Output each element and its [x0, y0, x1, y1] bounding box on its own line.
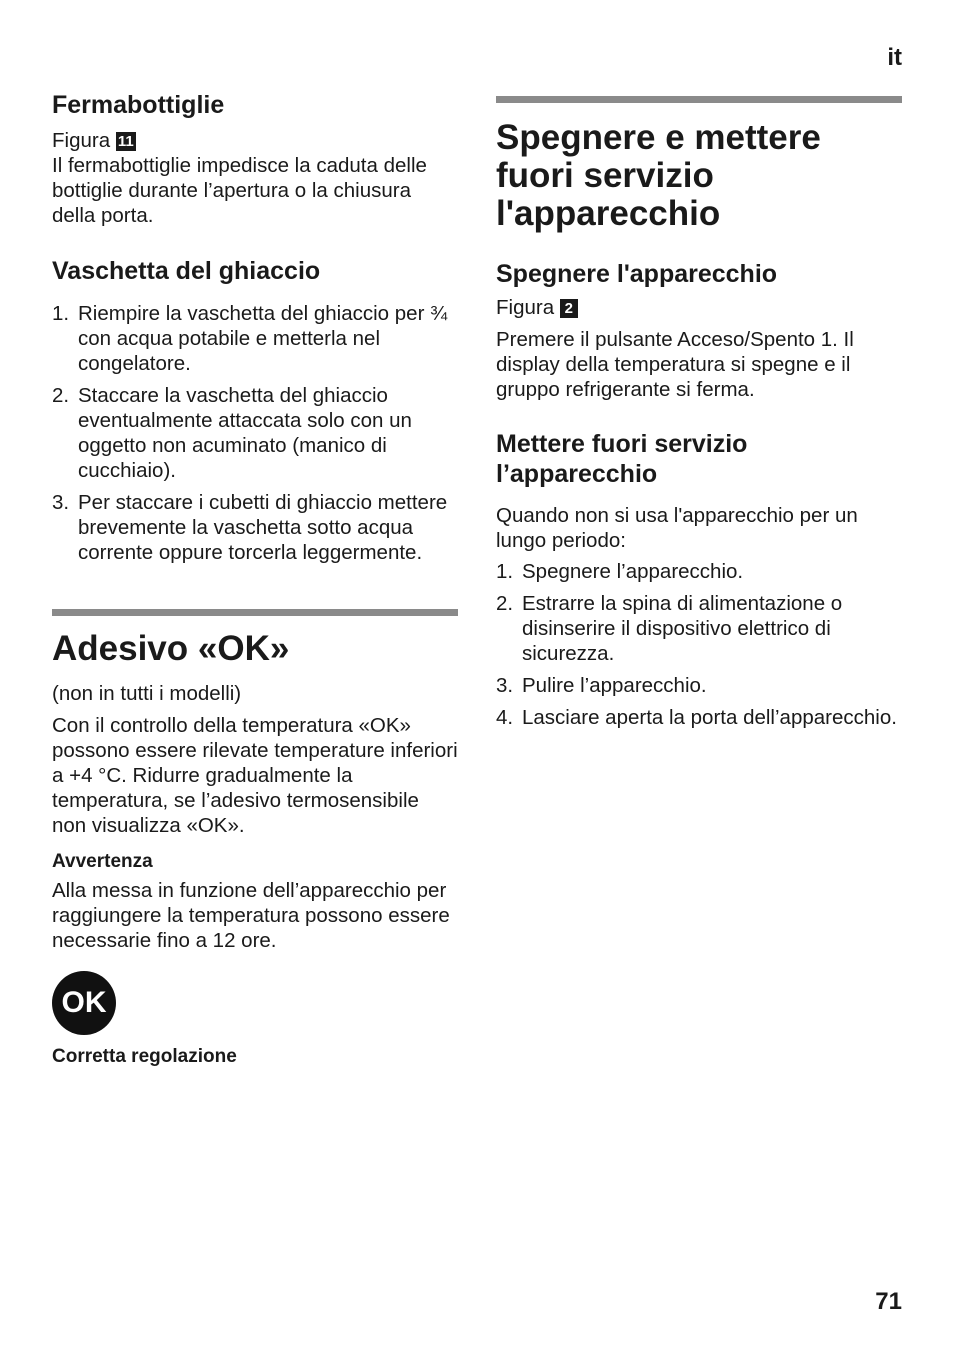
figure-reference — [52, 128, 458, 153]
section-divider — [496, 96, 902, 103]
list-item — [496, 591, 902, 666]
step-number: 3. — [52, 491, 70, 514]
step-text: Estrarre la spina di alimentazione o disinserire il dispositivo elettrico di sicurezza. — [522, 592, 843, 665]
ok-badge-icon: OK — [52, 971, 116, 1035]
step-number: 2. — [52, 384, 70, 407]
step-number: 2. — [496, 592, 514, 615]
fuori-servizio-steps — [496, 559, 902, 730]
section-vaschetta — [52, 256, 458, 565]
list-item — [52, 383, 458, 483]
figure-reference — [496, 295, 902, 320]
step-text: Staccare la vaschetta del ghiaccio eventualmente attaccata solo con un oggetto non acuminato (manico di cucchiaio). — [78, 384, 412, 482]
list-item — [496, 559, 902, 584]
step-number: 1. — [52, 302, 70, 325]
warning-title: Avvertenza — [52, 851, 153, 872]
adesivo-text: Con il controllo della temperatura «OK» possono essere rilevate temperature inferiori a +4 °C. Ridurre gradualmente la temperatura, se l’adesivo termosensibile non visualizza «OK». — [52, 714, 458, 837]
warning-text: Alla messa in funzione dell’apparecchio per raggiungere la temperatura possono essere necessarie fino a 12 ore. — [52, 879, 450, 952]
language-label: it — [887, 44, 902, 71]
section-adesivo — [52, 609, 458, 1069]
heading-fermabottiglie: Fermabottiglie — [52, 91, 225, 119]
heading-spegnere: Spegnere l'apparecchio — [496, 260, 778, 288]
step-number: 1. — [496, 560, 514, 583]
heading-fuori-servizio: Mettere fuori servizio l’apparecchio — [496, 430, 748, 488]
fuori-servizio-intro: Quando non si usa l'apparecchio per un lungo periodo: — [496, 504, 858, 552]
section-spegnere — [496, 259, 902, 402]
list-item — [496, 705, 902, 730]
step-text: Spegnere l’apparecchio. — [522, 560, 744, 583]
list-item — [496, 673, 902, 698]
adesivo-note: (non in tutti i modelli) — [52, 682, 242, 705]
vaschetta-steps — [52, 301, 458, 565]
spegnere-text: Premere il pulsante Acceso/Spento 1. Il display della temperatura si spegne e il gruppo refrigerante si ferma. — [496, 328, 854, 401]
step-number: 3. — [496, 674, 514, 697]
figure-label: Figura — [496, 296, 555, 319]
fermabottiglie-text: Il fermabottiglie impedisce la caduta delle bottiglie durante l’apertura o la chiusura della porta. — [52, 154, 427, 227]
heading-vaschetta: Vaschetta del ghiaccio — [52, 257, 321, 285]
right-column — [496, 96, 902, 730]
badge-caption: Corretta regolazione — [52, 1046, 237, 1067]
figure-number-badge: 11 — [117, 133, 134, 150]
heading-spegnere-mettere: Spegnere e mettere fuori servizio l'apparecchio — [496, 118, 821, 233]
figure-number-badge: 2 — [560, 299, 578, 318]
step-text: Pulire l’apparecchio. — [522, 674, 707, 697]
list-item — [52, 301, 458, 376]
section-fuori-servizio — [496, 429, 902, 730]
step-text: Lasciare aperta la porta dell’apparecchio. — [522, 706, 897, 729]
figure-label: Figura — [52, 129, 111, 152]
list-item — [52, 490, 458, 565]
left-column — [52, 88, 458, 1069]
section-divider — [52, 609, 458, 616]
step-text: Per staccare i cubetti di ghiaccio mettere brevemente la vaschetta sotto acqua corrente oppure torcerla leggermente. — [78, 491, 448, 564]
step-number: 4. — [496, 706, 514, 729]
section-fermabottiglie — [52, 90, 458, 228]
heading-adesivo: Adesivo «OK» — [52, 629, 290, 668]
step-text: Riempire la vaschetta del ghiaccio per ¾ con acqua potabile e metterla nel congelatore. — [78, 302, 448, 375]
page-number: 71 — [875, 1288, 902, 1315]
